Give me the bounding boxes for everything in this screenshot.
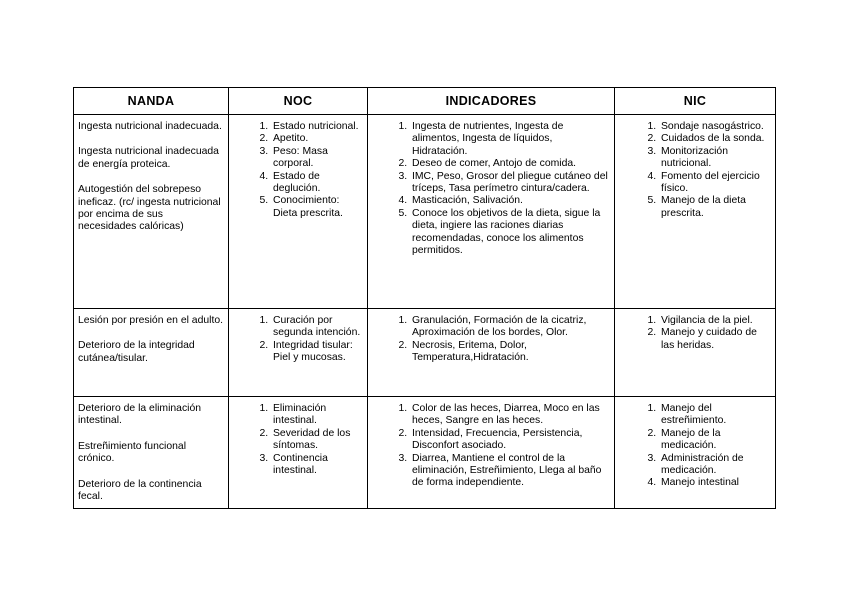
indicadores-list [372, 121, 610, 257]
nic-item: 1. Manejo del estreñimiento. [659, 403, 771, 428]
noc-item: 1. Estado nutricional. [271, 121, 363, 133]
header-noc: NOC [229, 88, 368, 115]
noc-item: 4. Estado de deglución. [271, 171, 363, 196]
nanda-diagnosis: Deterioro de la eliminación intestinal. [78, 403, 202, 427]
nic-cell [615, 397, 776, 509]
nanda-diagnosis: Ingesta nutricional inadecuada de energía proteica. [78, 146, 219, 170]
indicadores-cell [368, 397, 615, 509]
nic-item: 3. Monitorización nutricional. [659, 146, 771, 171]
indicador-item: 2. Intensidad, Frecuencia, Persistencia, Disconfort asociado. [410, 428, 610, 453]
noc-list [233, 121, 363, 220]
nic-item: 4. Manejo intestinal [659, 477, 771, 489]
indicadores-cell [368, 309, 615, 397]
noc-cell [229, 397, 368, 509]
indicador-item: 5. Conoce los objetivos de la dieta, sigue la dieta, ingiere las raciones diarias recomendadas, conoce los alimentos permitidos. [410, 208, 610, 258]
indicador-item: 3. IMC, Peso, Grosor del pliegue cutáneo del tríceps, Tasa perímetro cintura/cadera. [410, 171, 610, 196]
nic-item: 5. Manejo de la dieta prescrita. [659, 195, 771, 220]
noc-item: 1. Curación por segunda intención. [271, 315, 363, 340]
nic-item: 4. Fomento del ejercicio físico. [659, 171, 771, 196]
noc-item: 1. Eliminación intestinal. [271, 403, 363, 428]
nanda-diagnosis: Deterioro de la continencia fecal. [78, 478, 202, 503]
noc-item: 3. Continencia intestinal. [271, 453, 363, 478]
noc-item: 2. Severidad de los síntomas. [271, 428, 363, 453]
nanda-cell [74, 115, 229, 309]
header-nic: NIC [615, 88, 776, 115]
header-row [74, 88, 776, 115]
noc-list [233, 403, 363, 477]
nic-item: 2. Cuidados de la sonda. [659, 133, 771, 145]
nanda-cell [74, 309, 229, 397]
nanda-diagnosis: Ingesta nutricional inadecuada. [78, 121, 222, 132]
nic-list [619, 315, 771, 352]
indicador-item: 1. Granulación, Formación de la cicatriz, Aproximación de los bordes, Olor. [410, 315, 610, 340]
table-row [74, 115, 776, 309]
table-row [74, 397, 776, 509]
noc-item: 2. Integridad tisular: Piel y mucosas. [271, 340, 363, 365]
indicadores-list [372, 403, 610, 490]
noc-list [233, 315, 363, 365]
indicador-item: 3. Diarrea, Mantiene el control de la eliminación, Estreñimiento, Llega al baño de forma independiente. [410, 453, 610, 490]
nic-cell [615, 309, 776, 397]
indicadores-list [372, 315, 610, 365]
nic-cell [615, 115, 776, 309]
nic-item: 2. Manejo y cuidado de las heridas. [659, 327, 771, 352]
noc-item: 5. Conocimiento: Dieta prescrita. [271, 195, 363, 220]
nic-list [619, 403, 771, 490]
indicador-item: 4. Masticación, Salivación. [410, 195, 610, 207]
indicador-item: 1. Ingesta de nutrientes, Ingesta de alimentos, Ingesta de líquidos, Hidratación. [410, 121, 610, 158]
nanda-diagnosis: Autogestión del sobrepeso ineficaz. (rc/ ingesta nutricional por encima de sus necesidades calóricas) [78, 184, 221, 233]
indicador-item: 2. Deseo de comer, Antojo de comida. [410, 158, 610, 170]
indicador-item: 2. Necrosis, Eritema, Dolor, Temperatura,Hidratación. [410, 340, 610, 365]
noc-item: 3. Peso: Masa corporal. [271, 146, 363, 171]
nanda-cell [74, 397, 229, 509]
nanda-diagnosis: Deterioro de la integridad cutánea/tisular. [78, 340, 195, 364]
table-row [74, 309, 776, 397]
header-indicadores: INDICADORES [368, 88, 615, 115]
noc-cell [229, 309, 368, 397]
nic-list [619, 121, 771, 220]
indicadores-cell [368, 115, 615, 309]
noc-cell [229, 115, 368, 309]
nanda-diagnosis: Lesión por presión en el adulto. [78, 315, 223, 326]
indicador-item: 1. Color de las heces, Diarrea, Moco en las heces, Sangre en las heces. [410, 403, 610, 428]
nic-item: 2. Manejo de la medicación. [659, 428, 771, 453]
nic-item: 3. Administración de medicación. [659, 453, 771, 478]
nic-item: 1. Sondaje nasogástrico. [659, 121, 771, 133]
nanda-diagnosis: Estreñimiento funcional crónico. [78, 440, 187, 465]
header-nanda: NANDA [74, 88, 229, 115]
care-plan-table [73, 87, 776, 509]
noc-item: 2. Apetito. [271, 133, 363, 145]
nic-item: 1. Vigilancia de la piel. [659, 315, 771, 327]
